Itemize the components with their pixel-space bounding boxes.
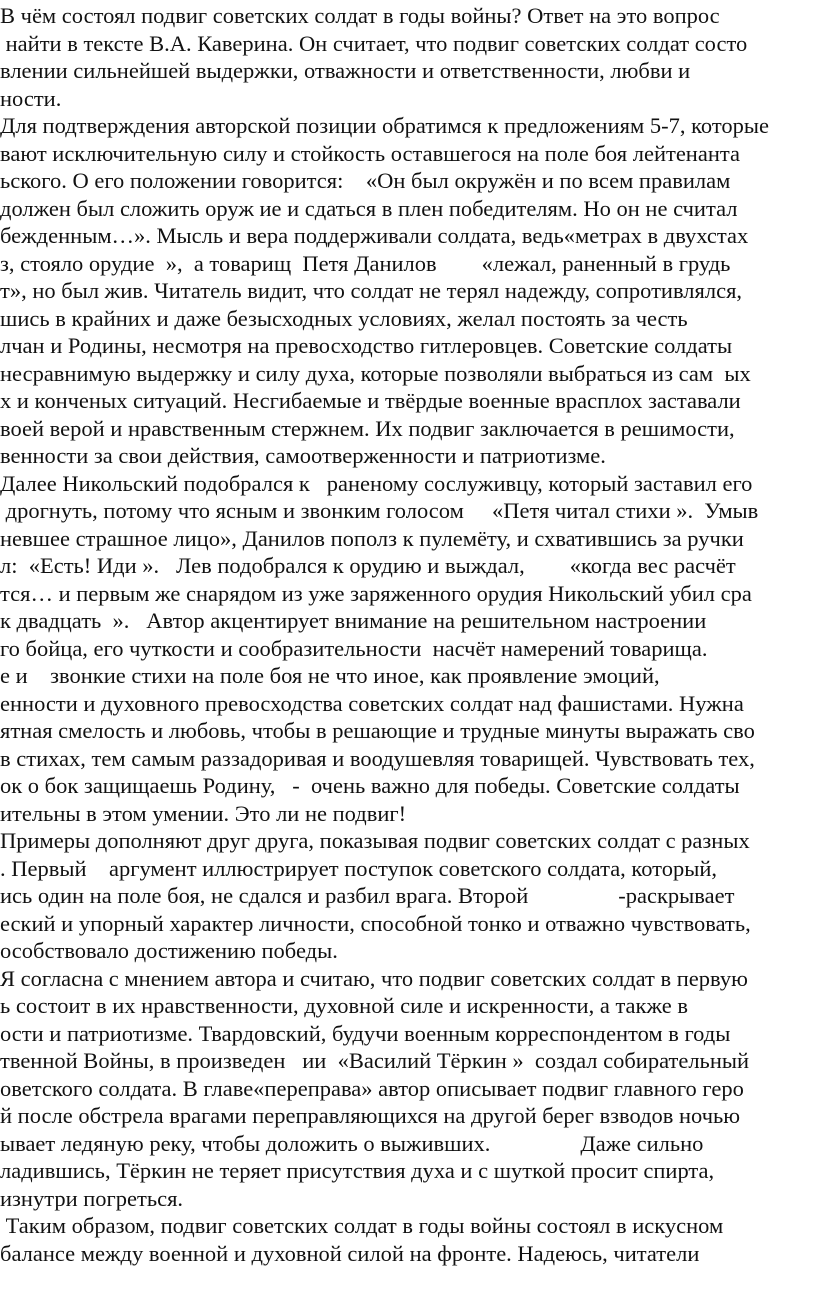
text-line: лчан и Родины, несмотря на превосходство гитлеровцев. Советские солдаты [0,333,733,358]
text-line: Примеры дополняют друг друга, показывая подвиг советских солдат с разных [0,828,750,853]
text-line: изнутри погреться. [0,1185,184,1211]
text-line: к двадцать ». Автор акцентирует внимание на решительном настроении [0,608,707,633]
text-line: влении сильнейшей выдержки, отважности и ответственности, любви и [0,58,691,83]
text-line: несравнимую выдержку и силу духа, которые позволяли выбраться из сам ых [0,360,751,386]
text-line: л: «Есть! Иди ». Лев подобрался к орудию и выждал, «когда вес расчёт [0,553,736,578]
text-line: Я согласна с мнением автора и считаю, что подвиг советских солдат в первую [0,965,748,991]
text-line: бежденным…». Мысль и вера поддерживали солдата, ведь«метрах в двухстах [0,223,749,248]
text-line: . Первый аргумент иллюстрирует поступок советского солдата, который, [0,855,717,881]
text-line: найти в тексте В.А. Каверина. Он считает, что подвиг советских солдат состо [0,30,748,56]
text-line: ительны в этом умении. Это ли не подвиг! [0,800,407,826]
text-line: балансе между военной и духовной силой на фронте. Надеюсь, читатели [0,1240,700,1266]
text-line: дрогнуть, потому что ясным и звонким голосом «Петя читал стихи ». Умыв [0,498,759,523]
text-line: ись один на поле боя, не сдался и разбил врага. Второй -раскрывает [0,883,735,908]
text-line: В чём состоял подвиг советских солдат в годы войны? Ответ на это вопрос [0,3,720,28]
text-line: венности за свои действия, самоотверженности и патриотизме. [0,443,606,468]
text-line: Таким образом, подвиг советских солдат в годы войны состоял в искусном [0,1213,724,1238]
text-line: Для подтверждения авторской позиции обратимся к предложениям 5-7, которые [0,113,769,138]
text-line: невшее страшное лицо», Данилов пополз к пулемёту, и схватившись за ручки [0,525,744,551]
text-line: т», но был жив. Читатель видит, что солдат не терял надежду, сопротивлялся, [0,278,743,303]
text-line: ок о бок защищаешь Родину, - очень важно для победы. Советские солдаты [0,773,740,798]
text-line: ости и патриотизме. Твардовский, будучи военным корреспондентом в годы [0,1020,731,1046]
text-line: воей верой и нравственным стержнем. Их подвиг заключается в решимости, [0,415,735,441]
text-line: тся… и первым же снарядом из уже заряженного орудия Никольский убил сра [0,580,752,606]
text-line: ь состоит в их нравственности, духовной силе и искренности, а также в [0,993,688,1018]
text-line: х и конченых ситуаций. Несгибаемые и твёрдые военные врасплох заставали [0,388,741,413]
text-line: й после обстрела врагами переправляющихся на другой берег взводов ночью [0,1103,741,1128]
text-line: в стихах, тем самым раззадоривая и воодушевляя товарищей. Чувствовать тех, [0,745,755,771]
text-line: ладившись, Тёркин не теряет присутствия духа и с шуткой просит спирта, [0,1158,715,1183]
text-line: оветского солдата. В главе«переправа» автор описывает подвиг главного геро [0,1075,744,1101]
text-line: з, стояло орудие », а товарищ Петя Данилов «лежал, раненный в грудь [0,250,731,276]
text-line: ывает ледяную реку, чтобы доложить о выживших. Даже сильно [0,1130,704,1156]
text-line: особствовало достижению победы. [0,938,338,963]
text-line: шись в крайних и даже безысходных условиях, желал постоять за честь [0,305,688,331]
text-line: вают исключительную силу и стойкость оставшегося на поле боя лейтенанта [0,140,740,166]
text-line: должен был сложить оруж ие и сдаться в плен победителям. Но он не считал [0,195,738,221]
text-line: ятная смелость и любовь, чтобы в решающие и трудные минуты выражать сво [0,718,755,743]
text-line: еский и упорный характер личности, способной тонко и отважно чувствовать, [0,910,751,936]
text-line: е и звонкие стихи на поле боя не что иное, как проявление эмоций, [0,663,660,688]
text-line: енности и духовного превосходства советских солдат над фашистами. Нужна [0,690,744,716]
text-line: ности. [0,85,62,111]
text-line: го бойца, его чуткости и сообразительности насчёт намерений товарища. [0,635,708,661]
text-line: твенной Войны, в произведен ии «Василий Тёркин » создал собирательный [0,1048,750,1073]
text-line: Далее Никольский подобрался к раненому сослуживцу, который заставил его [0,470,753,496]
text-line: ьского. О его положении говорится: «Он был окружён и по всем правилам [0,168,731,193]
